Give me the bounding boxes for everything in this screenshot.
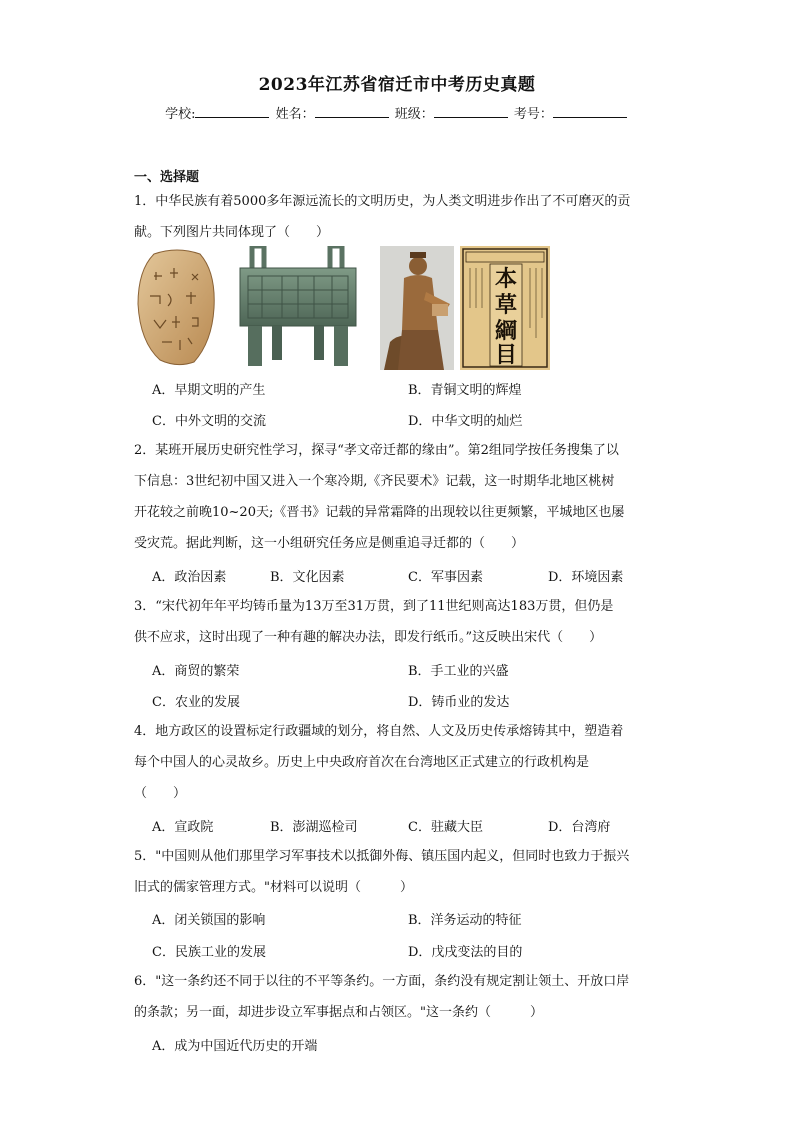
option-c[interactable]: C．民族工业的发展 — [152, 945, 266, 960]
question-line: 受灾荒。据此判断，这一小组研究任务应是侧重追寻迁都的（ ） — [134, 536, 525, 551]
option-c[interactable]: C．农业的发展 — [152, 695, 240, 710]
options-row — [152, 410, 662, 430]
section-title: 一、选择题 — [134, 170, 200, 185]
question-2 — [134, 435, 662, 559]
question-5 — [134, 841, 662, 903]
question-line: 开花较之前晚10~20天;《晋书》记载的异常霜降的出现较以往更频繁，平城地区也屡 — [134, 505, 625, 520]
options-row — [152, 909, 662, 929]
option-d[interactable]: D．戊戌变法的目的 — [408, 945, 523, 960]
question-line: 献。下列图片共同体现了（ ） — [134, 225, 330, 240]
option-b[interactable]: B．文化因素 — [270, 570, 345, 585]
options-row — [152, 660, 662, 680]
school-label: 学校: — [165, 107, 196, 122]
question-line: 的条款；另一面，却进步设立军事据点和占领区。"这一条约（ ） — [134, 1005, 543, 1020]
question-4 — [134, 716, 662, 809]
option-b[interactable]: B．洋务运动的特征 — [408, 913, 522, 928]
question-6 — [134, 966, 662, 1028]
options-row — [152, 379, 662, 399]
question-line: 6．"这一条约还不同于以往的不平等条约。一方面，条约没有规定割让领土、开放口岸 — [134, 974, 630, 989]
question-line: 供不应求，这时出现了一种有趣的解决办法，即发行纸币。”这反映出宋代（ ） — [134, 630, 603, 645]
option-a[interactable]: A．政治因素 — [152, 570, 227, 585]
option-a[interactable]: A．成为中国近代历史的开端 — [152, 1039, 318, 1054]
question-line: 5．"中国则从他们那里学习军事技术以抵御外侮、镇压国内起义，但同时也致力于振兴 — [134, 849, 630, 864]
options-row — [152, 691, 662, 711]
class-blank — [434, 105, 508, 118]
option-b[interactable]: B．手工业的兴盛 — [408, 664, 509, 679]
exam-number-label: 考号： — [513, 107, 553, 122]
question-line: 3．“宋代初年年平均铸币量为13万至31万贯，到了11世纪则高达183万贯，但仍是 — [134, 599, 614, 614]
option-d[interactable]: D．铸币业的发达 — [408, 695, 510, 710]
book-title-char: 本 — [494, 266, 518, 292]
option-b[interactable]: B．澎湖巡检司 — [270, 820, 358, 835]
exam-number-blank — [553, 105, 627, 118]
question-line: 下信息：3世纪初中国又进入一个寒冷期,《齐民要术》记载，这一时期华北地区桃树 — [134, 474, 615, 489]
name-label: 姓名： — [275, 107, 315, 122]
name-blank — [315, 105, 389, 118]
options-row — [152, 941, 662, 961]
option-c[interactable]: C．驻藏大臣 — [408, 820, 483, 835]
option-d[interactable]: D．中华文明的灿烂 — [408, 414, 523, 429]
question-line: （ ） — [134, 786, 187, 801]
option-d[interactable]: D．台湾府 — [548, 820, 611, 835]
book-cover-image — [460, 246, 550, 370]
book-title-char: 目 — [494, 342, 518, 368]
student-info-line — [0, 103, 794, 122]
options-row — [152, 816, 662, 836]
statue-image — [380, 246, 454, 370]
book-title-char: 綱 — [494, 318, 518, 344]
question-line: 旧式的儒家管理方式。"材料可以说明（ ） — [134, 880, 413, 895]
option-a[interactable]: A．商贸的繁荣 — [152, 664, 240, 679]
option-a[interactable]: A．宣政院 — [152, 820, 214, 835]
question-line: 2．某班开展历史研究性学习，探寻“孝文帝迁都的缘由”。第2组同学按任务搜集了以 — [134, 443, 619, 458]
option-b[interactable]: B．青铜文明的辉煌 — [408, 383, 522, 398]
school-blank — [195, 105, 269, 118]
option-a[interactable]: A．闭关锁国的影响 — [152, 913, 266, 928]
options-row — [152, 1035, 662, 1055]
options-row — [152, 566, 662, 586]
option-d[interactable]: D．环境因素 — [548, 570, 624, 585]
question-line: 4．地方政区的设置标定行政疆域的划分，将自然、人文及历史传承熔铸其中，塑造着 — [134, 724, 624, 739]
class-label: 班级： — [394, 107, 434, 122]
book-title-char: 草 — [494, 292, 518, 318]
question-line: 每个中国人的心灵故乡。历史上中央政府首次在台湾地区正式建立的行政机构是 — [134, 755, 590, 770]
option-c[interactable]: C．中外文明的交流 — [152, 414, 266, 429]
bronze-ding-image — [232, 246, 364, 370]
oracle-bone-image — [134, 246, 220, 368]
question-line: 1．中华民族有着5000多年源远流长的文明历史，为人类文明进步作出了不可磨灭的贡 — [134, 194, 631, 209]
page-title: 2023年江苏省宿迁市中考历史真题 — [258, 75, 536, 95]
option-a[interactable]: A．早期文明的产生 — [152, 383, 266, 398]
option-c[interactable]: C．军事因素 — [408, 570, 483, 585]
question-3 — [134, 591, 662, 653]
question-1-images — [134, 246, 554, 372]
question-1 — [134, 186, 662, 248]
